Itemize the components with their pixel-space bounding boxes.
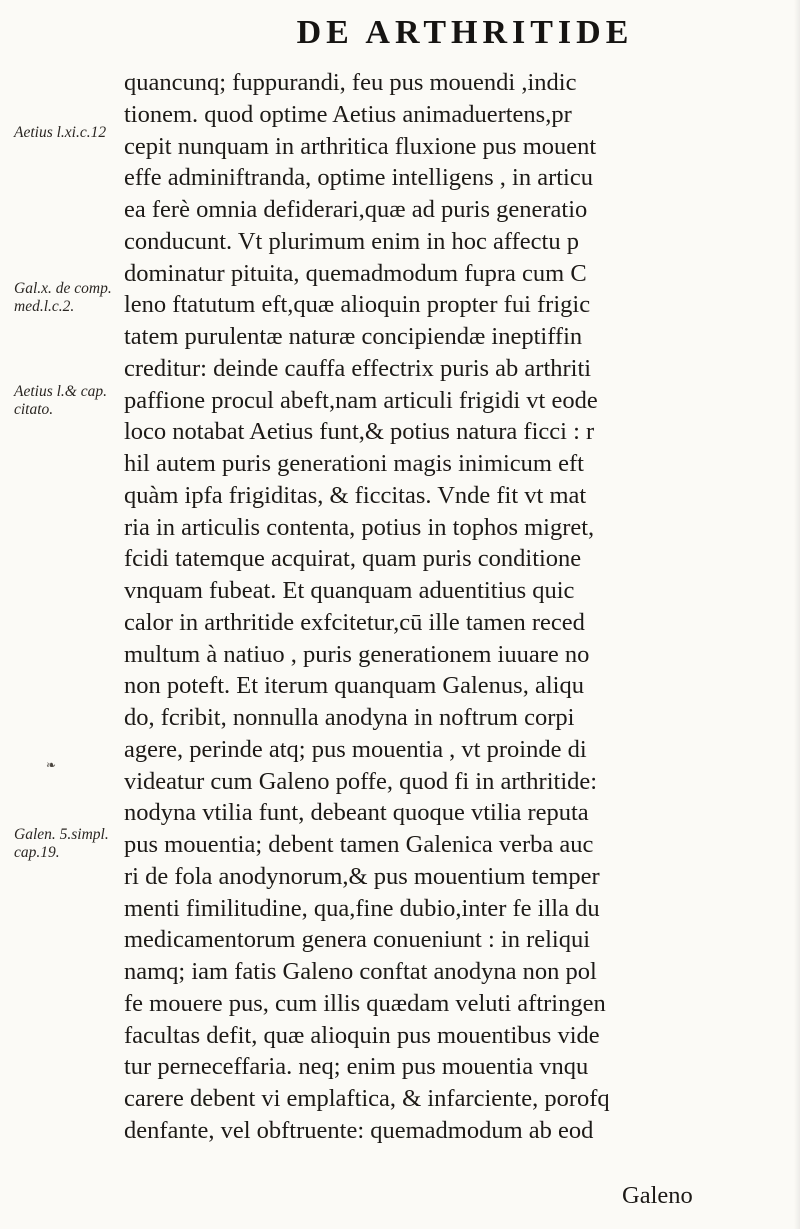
text-line: multum à natiuo , puris generationem iuuare no bbox=[124, 640, 590, 668]
text-line: carere debent vi emplaftica, & infarciente, porofq bbox=[124, 1085, 610, 1112]
text-line: loco notabat Aetius funt,& potius natura ficci : r bbox=[124, 418, 595, 446]
text-line: hil autem puris generationi magis inimicum eft bbox=[124, 450, 584, 477]
text-line: facultas defit, quæ alioquin pus mouentibus vide bbox=[124, 1021, 600, 1049]
margin-notes-column bbox=[14, 0, 122, 1229]
text-line: fe mouere pus, cum illis quædam veluti aftringen bbox=[124, 989, 606, 1017]
ornament-fleuron-icon: ❧ bbox=[46, 758, 57, 772]
margin-note-aetius-cap: Aetius l.& cap. citato. bbox=[14, 383, 107, 418]
text-line: ri de fola anodynorum,& pus mouentium temper bbox=[124, 862, 600, 890]
text-line: leno ftatutum eft,quæ alioquin propter fui frigic bbox=[124, 291, 591, 319]
text-line: ria in articulis contenta, potius in tophos migret, bbox=[124, 513, 595, 541]
body-text-block bbox=[124, 67, 800, 1147]
margin-note-aetius: Aetius l.xi.c.12 bbox=[14, 124, 107, 141]
text-line: tur perneceffaria. neq; enim pus mouentia vnqu bbox=[124, 1053, 589, 1081]
margin-note-galen-comp: Gal.x. de comp. med.l.c.2. bbox=[14, 280, 112, 315]
text-line: effe adminiftranda, optime intelligens , in articu bbox=[124, 164, 593, 192]
text-line: videatur cum Galeno poffe, quod fi in arthritide: bbox=[124, 767, 598, 795]
text-line: cepit nunquam in arthritica fluxione pus mouent bbox=[124, 132, 597, 160]
text-line: vnquam fubeat. Et quanquam aduentitius quic bbox=[124, 577, 575, 604]
page-edge-shadow bbox=[794, 0, 800, 1229]
text-line: nodyna vtilia funt, debeant quoque vtilia reputa bbox=[124, 799, 589, 827]
text-line: medicamentorum genera conueniunt : in reliqui bbox=[124, 926, 591, 954]
text-line: dominatur pituita, quemadmodum fupra cum C bbox=[124, 259, 587, 287]
text-line: agere, perinde atq; pus mouentia , vt proinde di bbox=[124, 735, 587, 763]
text-line: fcidi tatemque acquirat, quam puris conditione bbox=[124, 545, 582, 573]
text-line: namq; iam fatis Galeno conftat anodyna non pol bbox=[124, 958, 597, 985]
running-head-title: DE ARTHRITIDE bbox=[296, 14, 634, 51]
text-line: non poteft. Et iterum quanquam Galenus, aliqu bbox=[124, 672, 584, 700]
margin-note-galen-simpl: Galen. 5.simpl. cap.19. bbox=[14, 826, 109, 861]
text-line: menti fimilitudine, qua,fine dubio,inter fe illa du bbox=[124, 894, 600, 922]
text-line: do, fcribit, nonnulla anodyna in noftrum corpi bbox=[124, 704, 575, 731]
catchword: Galeno bbox=[622, 1182, 693, 1209]
text-line: tatem purulentæ naturæ concipiendæ ineptiffin bbox=[124, 323, 583, 350]
text-line: conducunt. Vt plurimum enim in hoc affectu p bbox=[124, 227, 579, 255]
text-line: creditur: deinde cauffa effectrix puris ab arthriti bbox=[124, 354, 592, 382]
text-line: calor in arthritide exfcitetur,cū ille tamen reced bbox=[124, 608, 585, 636]
text-line: quancunq; fuppurandi, feu pus mouendi ,indic bbox=[124, 69, 577, 96]
text-line: quàm ipfa frigiditas, & ficcitas. Vnde fit vt mat bbox=[124, 481, 587, 509]
text-line: denfante, vel obftruente: quemadmodum ab eod bbox=[124, 1116, 594, 1144]
text-line: paffione procul abeft,nam articuli frigidi vt eode bbox=[124, 386, 598, 414]
text-line: tionem. quod optime Aetius animaduertens,pr bbox=[124, 100, 572, 128]
text-line: ea ferè omnia defiderari,quæ ad puris generatio bbox=[124, 196, 588, 223]
text-line: pus mouentia; debent tamen Galenica verba auc bbox=[124, 831, 594, 858]
